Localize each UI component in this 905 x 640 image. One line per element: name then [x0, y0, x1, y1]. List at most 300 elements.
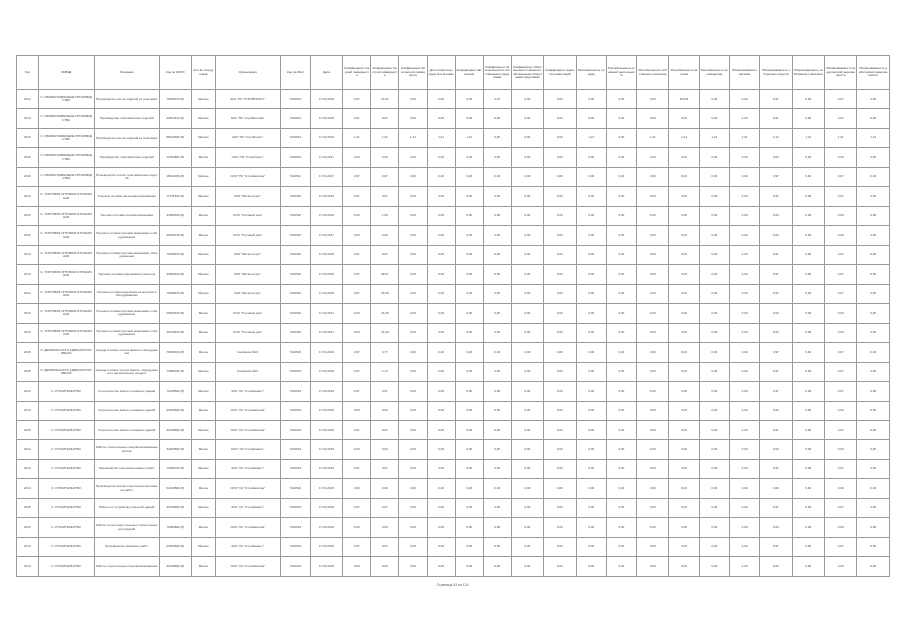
table-cell: Мелкое — [192, 284, 216, 303]
table-cell: 0,97 — [343, 382, 371, 401]
table-cell: 0,00 — [343, 226, 371, 245]
column-header: Рентабельность собственного капитала — [637, 56, 669, 90]
column-header: ОКВЭД — [38, 56, 94, 90]
table-cell: 0,00 — [606, 518, 636, 537]
table-cell: 0,00 — [511, 304, 543, 323]
table-cell: 17.04.2017 — [310, 148, 342, 167]
table-cell: 0,00 — [544, 518, 576, 537]
table-cell: 0,00 — [483, 537, 511, 556]
table-cell: 0,00 — [371, 226, 399, 245]
table-cell: 0,00 — [343, 323, 371, 342]
table-cell: Мелкое — [192, 245, 216, 264]
table-cell: 0,00 — [825, 518, 857, 537]
table-cell: С. ОБРАБАТЫВАЮЩИЕ ПРОИЗВОДСТВА — [38, 167, 94, 186]
table-cell: Мелкое — [192, 382, 216, 401]
table-cell: 0,97 — [343, 187, 371, 206]
table-cell: 2016 — [17, 304, 39, 323]
table-cell: 17.04.2016 — [310, 128, 342, 147]
table-cell: 0,00 — [483, 148, 511, 167]
column-header: Рентабельность активов — [669, 56, 699, 90]
table-cell: 1,21 — [371, 128, 399, 147]
column-header: Код по ИНН — [280, 56, 310, 90]
table-cell: 0,00 — [455, 167, 483, 186]
table-cell: 0,00 — [511, 440, 543, 459]
table-cell: 0,00 — [699, 382, 729, 401]
table-cell: ЗАО "СК "Стройинвест" — [215, 498, 280, 517]
table-cell: 0,00 — [511, 362, 543, 381]
table-cell: 1,21 — [825, 128, 857, 147]
table-cell: 0,00 — [576, 90, 606, 109]
table-cell: 0,00 — [576, 459, 606, 478]
table-cell: 7410522 — [280, 284, 310, 303]
table-cell: 0,00 — [483, 284, 511, 303]
table-cell: 0,00 — [606, 265, 636, 284]
table-cell: 0,00 — [857, 187, 889, 206]
table-row — [17, 518, 890, 537]
table-cell: 17.04.2015 — [310, 382, 342, 401]
table-cell: 0,00 — [576, 420, 606, 439]
table-cell: 0,00 — [637, 420, 669, 439]
table-cell: 70138502 (8) — [159, 382, 191, 401]
table-cell: 0,00 — [483, 479, 511, 498]
table-cell: 0,00 — [729, 479, 759, 498]
table-cell: 0,00 — [792, 167, 824, 186]
table-cell: Работы по монтажу стальных строительных конструкций — [94, 518, 159, 537]
table-cell: 2015 — [17, 206, 39, 225]
data-sheet — [16, 55, 889, 577]
table-cell: 0,00 — [729, 167, 759, 186]
table-cell: 0,97 — [825, 167, 857, 186]
table-cell: 12764801 (8) — [159, 148, 191, 167]
table-cell: 17.04.2017 — [310, 167, 342, 186]
column-header: Коэффициент быстрой ликвидности — [371, 56, 399, 90]
table-cell: 0,00 — [857, 440, 889, 459]
table-cell: 4,77 — [371, 343, 399, 362]
table-cell: 0,00 — [857, 382, 889, 401]
table-cell: 0,00 — [792, 90, 824, 109]
table-cell: 0,00 — [483, 557, 511, 576]
table-cell: Работы по устройству покрытий зданий — [94, 498, 159, 517]
table-cell: 0,00 — [729, 382, 759, 401]
table-cell: F. СТРОИТЕЛЬСТВО — [38, 537, 94, 556]
table-cell: 0,00 — [399, 537, 427, 556]
table-cell: 0,00 — [483, 518, 511, 537]
table-cell: 0,00 — [606, 537, 636, 556]
column-header: Кол-во сотрудников — [192, 56, 216, 90]
table-cell: 17.04.2015 — [310, 265, 342, 284]
column-header: Рентабельность производства — [699, 56, 729, 90]
table-cell: 0,97 — [483, 90, 511, 109]
table-cell: 0,00 — [699, 187, 729, 206]
table-cell: F. СТРОИТЕЛЬСТВО — [38, 420, 94, 439]
table-cell: 0,00 — [483, 420, 511, 439]
table-cell: 0,00 — [544, 167, 576, 186]
table-cell: ООО "СК "Строймонтаж" — [215, 420, 280, 439]
table-cell: 7410521 — [280, 167, 310, 186]
table-cell: 0,00 — [399, 323, 427, 342]
table-cell: 0,00 — [857, 343, 889, 362]
table-cell: 0,00 — [343, 304, 371, 323]
table-cell: 13,26 — [371, 90, 399, 109]
table-row — [17, 557, 890, 576]
table-cell: 0,00 — [399, 479, 427, 498]
table-cell: 0,97 — [343, 245, 371, 264]
table-cell: 0,00 — [511, 557, 543, 576]
table-cell: 0,00 — [483, 226, 511, 245]
table-cell: 0,97 — [343, 167, 371, 186]
table-cell: Аренда и лизинг прочих машин и оборудования — [94, 343, 159, 362]
table-cell: 0,00 — [669, 187, 699, 206]
table-cell: 0,00 — [729, 401, 759, 420]
table-cell: 0,00 — [544, 284, 576, 303]
table-cell: 1,14 — [371, 362, 399, 381]
table-cell: 0,00 — [792, 148, 824, 167]
table-cell: 17.04.2017 — [310, 304, 342, 323]
table-cell: 46110335 (8) — [159, 323, 191, 342]
table-cell: 0,00 — [825, 226, 857, 245]
table-cell: 2015 — [17, 362, 39, 381]
table-cell: 0,00 — [576, 343, 606, 362]
table-cell: 0,00 — [427, 304, 455, 323]
table-cell: 7410522 — [280, 245, 310, 264]
table-cell: 0,00 — [544, 343, 576, 362]
table-cell: 0,97 — [760, 90, 792, 109]
table-cell: 0,00 — [483, 265, 511, 284]
table-cell: 0,00 — [637, 187, 669, 206]
table-cell: 0,00 — [511, 187, 543, 206]
table-cell: 0,00 — [511, 167, 543, 186]
table-cell: ЗАО "ПК "Стройпласт" — [215, 128, 280, 147]
table-cell: 0,00 — [576, 109, 606, 128]
table-cell: 0,00 — [792, 518, 824, 537]
table-cell: 0,00 — [792, 343, 824, 362]
table-cell: 0,00 — [857, 109, 889, 128]
table-cell: 0,00 — [427, 245, 455, 264]
table-cell: 0,00 — [427, 187, 455, 206]
table-cell: 0,00 — [427, 498, 455, 517]
table-cell: 0,97 — [343, 265, 371, 284]
table-cell: 17.04.2015 — [310, 187, 342, 206]
table-cell: 0,00 — [669, 362, 699, 381]
table-cell: 0,97 — [760, 167, 792, 186]
table-cell: 2015 — [17, 343, 39, 362]
table-cell: 0,00 — [544, 304, 576, 323]
table-cell: 0,97 — [371, 382, 399, 401]
table-row — [17, 265, 890, 284]
table-cell: 0,00 — [427, 167, 455, 186]
table-cell: С. ОБРАБАТЫВАЮЩИЕ ПРОИЗВОДСТВА — [38, 128, 94, 147]
table-cell: 0,97 — [825, 343, 857, 362]
table-cell: ООО "Торговый дом" — [215, 304, 280, 323]
table-cell: 0,00 — [544, 557, 576, 576]
table-row — [17, 128, 890, 147]
table-cell: 0,00 — [511, 518, 543, 537]
table-cell: 0,00 — [729, 226, 759, 245]
table-cell: 0,00 — [606, 498, 636, 517]
table-cell: Производство прочих строительно-монтажных работ — [94, 479, 159, 498]
table-cell: 7410524 — [280, 479, 310, 498]
table-cell: 2016 — [17, 167, 39, 186]
table-cell: 2014 — [17, 382, 39, 401]
table-cell: 0,00 — [606, 167, 636, 186]
table-cell: 0,00 — [483, 498, 511, 517]
table-row — [17, 167, 890, 186]
table-cell: 0,00 — [637, 304, 669, 323]
table-cell: 0,00 — [606, 128, 636, 147]
table-cell: 0,00 — [483, 167, 511, 186]
table-cell: 0,00 — [511, 265, 543, 284]
table-cell: 2014 — [17, 284, 39, 303]
table-cell: 0,00 — [792, 187, 824, 206]
table-cell: 7410524 — [280, 401, 310, 420]
table-cell: 0,00 — [511, 479, 543, 498]
table-cell: 0,00 — [544, 128, 576, 147]
table-cell: 0,00 — [669, 440, 699, 459]
table-cell: 0,00 — [699, 420, 729, 439]
table-cell: 0,97 — [371, 459, 399, 478]
table-cell: Малое — [192, 148, 216, 167]
table-cell: 0,00 — [792, 265, 824, 284]
table-cell: N. ДЕЯТЕЛЬНОСТЬ АДМИНИСТРАТИВНАЯ — [38, 362, 94, 381]
table-cell: ЗАО "Металлоторг" — [215, 265, 280, 284]
table-cell: 0,00 — [729, 187, 759, 206]
table-cell: 0,00 — [455, 323, 483, 342]
table-cell: 0,97 — [760, 459, 792, 478]
table-cell: 0,97 — [825, 265, 857, 284]
table-cell: 32160802 (8) — [159, 440, 191, 459]
table-cell: 0,00 — [606, 362, 636, 381]
table-cell: 0,00 — [427, 362, 455, 381]
table-cell: Мелкое — [192, 498, 216, 517]
table-cell: ООО "СК "Строймонтаж" — [215, 557, 280, 576]
table-cell: 0,00 — [544, 401, 576, 420]
table-cell: 0,00 — [399, 440, 427, 459]
table-cell: 0,00 — [427, 479, 455, 498]
table-cell: 0,00 — [792, 226, 824, 245]
table-cell: 0,00 — [669, 148, 699, 167]
column-header: Оборачиваемость активов — [729, 56, 759, 90]
table-cell: G. ТОРГОВЛЯ ОПТОВАЯ И РОЗНИЧНАЯ — [38, 265, 94, 284]
table-cell: 17.04.2016 — [310, 420, 342, 439]
table-cell: 0,00 — [576, 401, 606, 420]
table-cell: 17.04.2017 — [310, 226, 342, 245]
table-cell: 0,00 — [455, 401, 483, 420]
table-cell: Производство прочих пластмассовых изделий — [94, 167, 159, 186]
table-cell: 0,00 — [483, 206, 511, 225]
table-cell: 0,00 — [371, 148, 399, 167]
table-cell: 0,00 — [637, 362, 669, 381]
table-cell: 0,00 — [699, 206, 729, 225]
table-cell: Торговля оптовая изделиями из металла — [94, 265, 159, 284]
table-cell: 119,81 — [669, 90, 699, 109]
table-cell: 0,00 — [792, 382, 824, 401]
table-cell: 0,97 — [760, 265, 792, 284]
table-cell: 1,21 — [427, 128, 455, 147]
column-header: Оборачиваемость собственного капитала — [792, 56, 824, 90]
table-cell: 2015 — [17, 128, 39, 147]
table-cell: 32136802 (8) — [159, 498, 191, 517]
table-cell: 0,00 — [699, 265, 729, 284]
table-cell: Мелкое — [192, 109, 216, 128]
table-cell: 0,00 — [544, 187, 576, 206]
table-cell: 2014 — [17, 479, 39, 498]
table-cell: 0,00 — [699, 459, 729, 478]
table-cell: 0,00 — [669, 323, 699, 342]
table-cell: 0,00 — [699, 518, 729, 537]
table-cell: 0,00 — [455, 148, 483, 167]
table-cell: 0,00 — [511, 459, 543, 478]
table-cell: 0,00 — [427, 382, 455, 401]
table-cell: 0,00 — [455, 537, 483, 556]
table-cell: 0,00 — [699, 226, 729, 245]
table-cell: 24063802 (8) — [159, 537, 191, 556]
table-cell: 0,00 — [544, 498, 576, 517]
table-cell: 0,00 — [760, 557, 792, 576]
table-cell: 0,97 — [825, 284, 857, 303]
table-cell: 29540579 (8) — [159, 304, 191, 323]
table-cell: 0,00 — [544, 245, 576, 264]
table-cell: 0,00 — [606, 90, 636, 109]
table-cell: F. СТРОИТЕЛЬСТВО — [38, 518, 94, 537]
table-cell: 7410524 — [280, 420, 310, 439]
table-cell: 7410523 — [280, 362, 310, 381]
table-cell: 7410524 — [280, 518, 310, 537]
table-cell: 0,00 — [606, 479, 636, 498]
table-cell: 0,00 — [544, 479, 576, 498]
table-cell: 0,97 — [825, 420, 857, 439]
table-cell: 0,97 — [371, 420, 399, 439]
table-row — [17, 206, 890, 225]
table-cell: 0,00 — [427, 109, 455, 128]
table-cell: 0,00 — [637, 401, 669, 420]
column-header: Коэффициент обеспеченности собственными средствами — [483, 56, 511, 90]
table-cell: 0,00 — [427, 284, 455, 303]
table-cell: 0,97 — [343, 284, 371, 303]
table-cell: 0,97 — [760, 362, 792, 381]
table-cell: 70060702 (8) — [159, 459, 191, 478]
table-cell: 0,00 — [792, 537, 824, 556]
table-cell: 0,00 — [760, 323, 792, 342]
table-cell: 0,97 — [371, 245, 399, 264]
column-header: Оборачиваемость дебиторской задолженности — [857, 56, 889, 90]
table-cell: 0,00 — [825, 557, 857, 576]
table-cell: 17.04.2016 — [310, 206, 342, 225]
table-cell: 0,00 — [729, 537, 759, 556]
table-cell: 0,00 — [792, 420, 824, 439]
table-cell: 0,97 — [343, 420, 371, 439]
table-cell: 2014 — [17, 459, 39, 478]
table-cell: 0,00 — [427, 459, 455, 478]
table-cell: ЗАО "СК "Стройинвест" — [215, 382, 280, 401]
table-cell: 0,00 — [669, 537, 699, 556]
table-cell: 0,00 — [857, 420, 889, 439]
table-cell: 0,00 — [760, 304, 792, 323]
table-cell: 1,21 — [399, 128, 427, 147]
table-cell: 0,00 — [606, 109, 636, 128]
table-cell: 30136802 (8) — [159, 420, 191, 439]
table-cell: 7410521 — [280, 90, 310, 109]
table-cell: 0,97 — [825, 537, 857, 556]
column-header: Организация — [215, 56, 280, 90]
table-cell: 0,00 — [637, 479, 669, 498]
table-cell: 17.04.2016 — [310, 518, 342, 537]
table-cell: 0,97 — [825, 109, 857, 128]
table-cell: ЗАО "ПК "СТРОЙПЛАСТ" — [215, 90, 280, 109]
table-cell: 2016 — [17, 148, 39, 167]
table-cell: 17.04.2015 — [310, 557, 342, 576]
table-cell: 0,00 — [371, 440, 399, 459]
table-cell: 0,00 — [399, 304, 427, 323]
table-cell: 0,97 — [371, 187, 399, 206]
table-cell: 0,00 — [455, 109, 483, 128]
table-cell: 2015 — [17, 518, 39, 537]
table-cell: 0,00 — [544, 420, 576, 439]
table-cell: 0,00 — [606, 226, 636, 245]
table-cell: 2015 — [17, 420, 39, 439]
data-table — [16, 55, 890, 577]
table-cell: ЗАО "СК "Стройинвест" — [215, 537, 280, 556]
table-row — [17, 537, 890, 556]
table-cell: 0,00 — [669, 459, 699, 478]
table-cell: 0,00 — [729, 323, 759, 342]
table-cell: 0,97 — [760, 420, 792, 439]
table-cell: 0,00 — [637, 226, 669, 245]
table-cell: С. ОБРАБАТЫВАЮЩИЕ ПРОИЗВОДСТВА — [38, 148, 94, 167]
table-cell: 0,00 — [399, 90, 427, 109]
table-cell: 0,00 — [576, 206, 606, 225]
column-header: Описание — [94, 56, 159, 90]
table-cell: 42873413 (8) — [159, 109, 191, 128]
table-cell: 0,00 — [729, 304, 759, 323]
table-cell: 0,00 — [455, 265, 483, 284]
table-cell: 0,00 — [729, 459, 759, 478]
table-cell: Аренда и лизинг прочих машин, оборудования и материальных средств — [94, 362, 159, 381]
table-cell: 0,97 — [760, 284, 792, 303]
table-cell: 0,00 — [511, 401, 543, 420]
table-cell: 0,00 — [699, 537, 729, 556]
table-cell: 0,00 — [511, 206, 543, 225]
table-cell: 0,00 — [576, 167, 606, 186]
table-cell: 40106802 (8) — [159, 401, 191, 420]
table-cell: Работы строительные специализированные прочие — [94, 440, 159, 459]
table-row — [17, 420, 890, 439]
table-cell: 28,57 — [371, 265, 399, 284]
table-cell: 0,00 — [399, 187, 427, 206]
table-cell: 0,00 — [637, 167, 669, 186]
table-cell: Мелкое — [192, 459, 216, 478]
table-cell: 1,21 — [637, 128, 669, 147]
table-cell: Малое — [192, 304, 216, 323]
table-cell: 0,00 — [637, 498, 669, 517]
table-cell: 0,00 — [343, 557, 371, 576]
table-cell: 46540135 (8) — [159, 226, 191, 245]
table-cell: 0,00 — [483, 459, 511, 478]
table-cell: 0,00 — [576, 187, 606, 206]
table-cell: ЗАО "Металлоторг" — [215, 284, 280, 303]
table-cell: 0,00 — [399, 109, 427, 128]
table-cell: 0,00 — [483, 382, 511, 401]
table-cell: 0,00 — [399, 420, 427, 439]
table-cell: 0,00 — [792, 206, 824, 225]
table-cell: F. СТРОИТЕЛЬСТВО — [38, 557, 94, 576]
table-cell: 0,00 — [699, 148, 729, 167]
table-cell: 0,00 — [455, 518, 483, 537]
table-cell: F. СТРОИТЕЛЬСТВО — [38, 459, 94, 478]
table-cell: 0,97 — [825, 459, 857, 478]
table-row — [17, 304, 890, 323]
table-cell: Мелкое — [192, 420, 216, 439]
table-cell: 0,97 — [825, 362, 857, 381]
